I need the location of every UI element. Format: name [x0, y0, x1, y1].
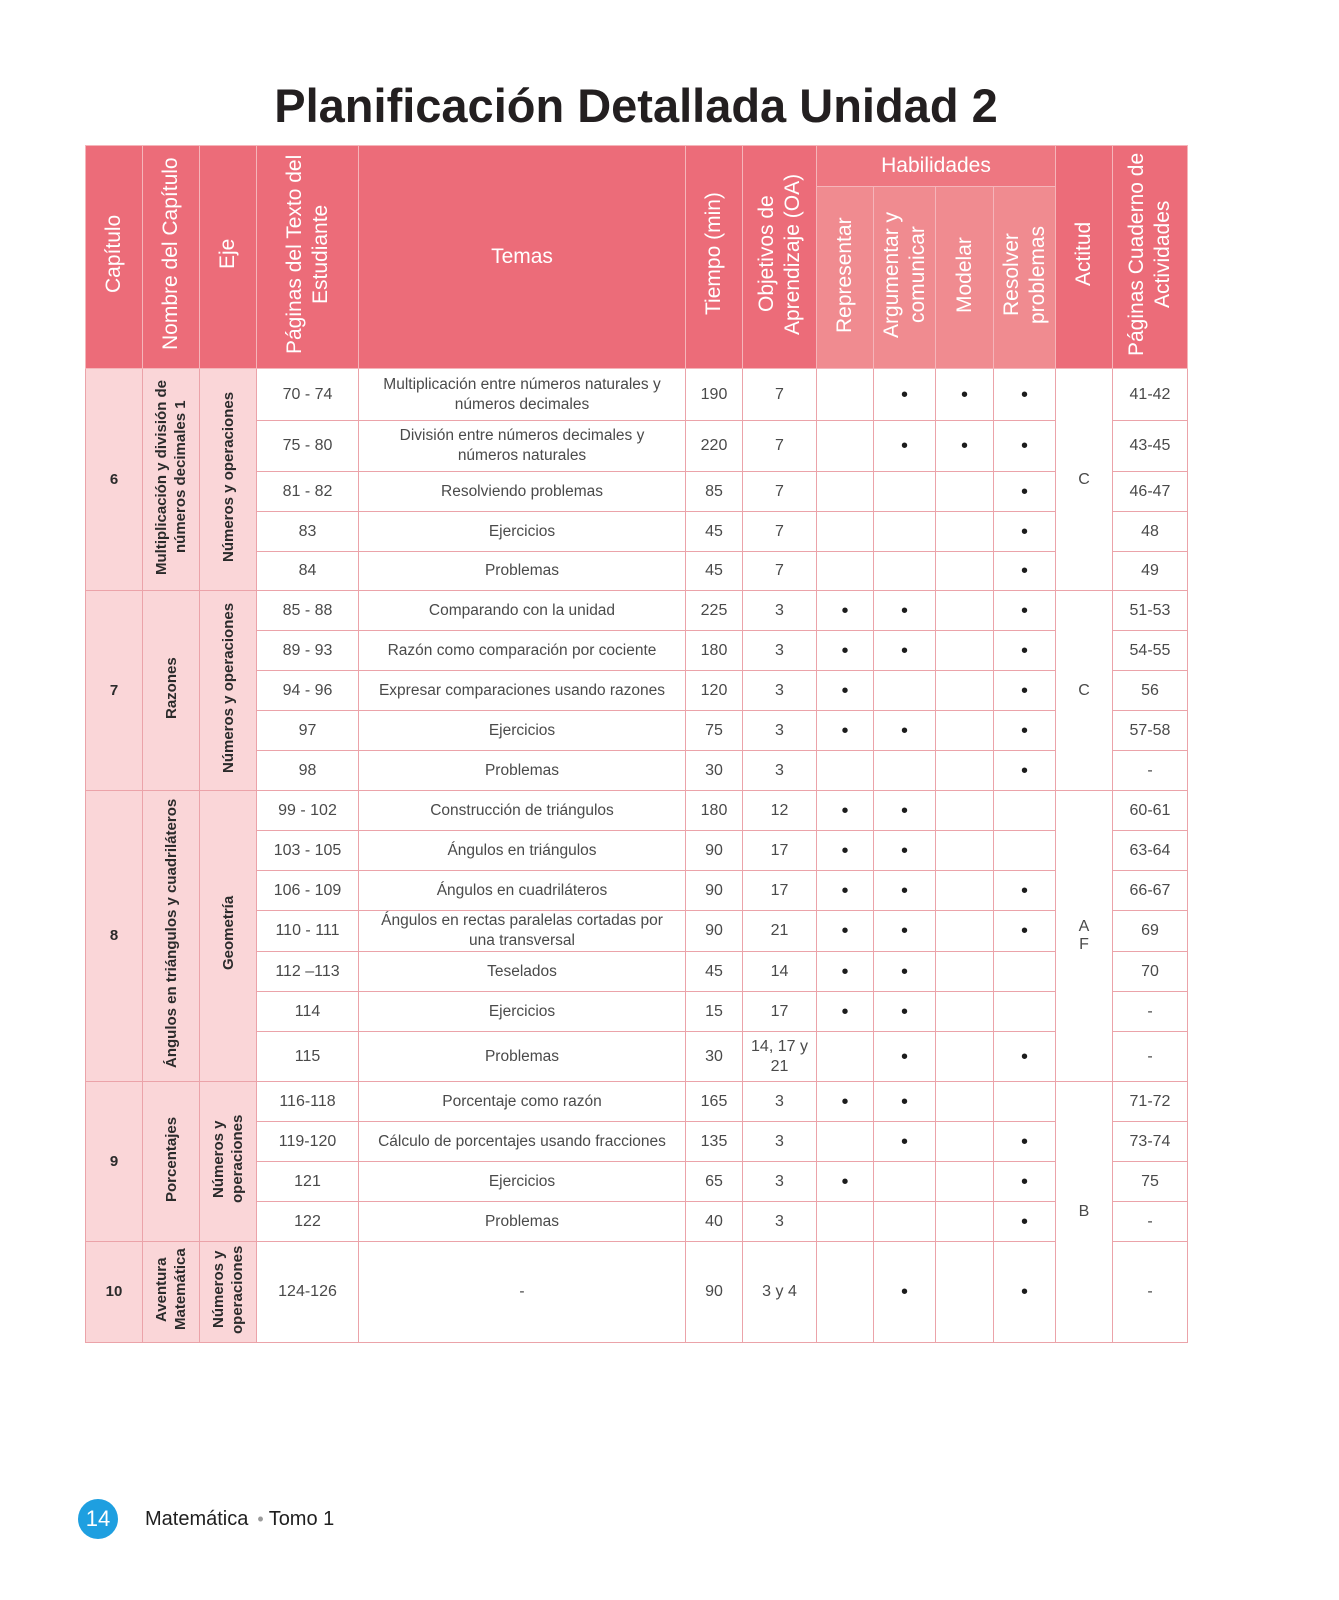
skill-modelar-mark	[936, 952, 994, 992]
table-body	[86, 369, 1188, 1343]
workbook-pages: 41-42	[1113, 369, 1188, 421]
chapter-axis	[200, 591, 257, 791]
learning-objectives: 17	[743, 992, 817, 1032]
skill-argumentar-comunicar-mark: •	[874, 421, 936, 472]
skill-argumentar-comunicar-mark	[874, 512, 936, 552]
skill-argumentar-comunicar-mark	[874, 472, 936, 512]
skill-resolver-problemas-mark: •	[994, 631, 1056, 671]
header-skill-model	[936, 187, 994, 369]
learning-objectives: 3	[743, 711, 817, 751]
chapter-axis	[200, 369, 257, 591]
page-number-badge	[78, 1499, 118, 1539]
learning-objectives: 17	[743, 831, 817, 871]
skill-resolver-problemas-mark: •	[994, 1242, 1056, 1343]
skill-argumentar-comunicar-mark	[874, 671, 936, 711]
skill-resolver-problemas-mark	[994, 791, 1056, 831]
skill-modelar-mark	[936, 1122, 994, 1162]
time-minutes: 40	[686, 1202, 743, 1242]
skill-modelar-mark	[936, 512, 994, 552]
skill-modelar-mark	[936, 791, 994, 831]
learning-objectives: 3	[743, 1202, 817, 1242]
topic: Porcentaje como razón	[359, 1082, 686, 1122]
header-workbook-pages-label: Páginas Cuaderno de Actividades	[1125, 152, 1174, 356]
topic: Comparando con la unidad	[359, 591, 686, 631]
planning-table	[85, 145, 1188, 1343]
skill-modelar-mark	[936, 751, 994, 791]
skill-resolver-problemas-mark: •	[994, 911, 1056, 952]
chapter-axis-label: Números y operaciones	[210, 1114, 246, 1203]
header-skill-solve	[994, 187, 1056, 369]
time-minutes: 90	[686, 911, 743, 952]
workbook-pages: 73-74	[1113, 1122, 1188, 1162]
skill-representar-mark: •	[817, 952, 874, 992]
student-text-pages: 112 –113	[257, 952, 359, 992]
skill-resolver-problemas-mark	[994, 992, 1056, 1032]
topic: Cálculo de porcentajes usando fracciones	[359, 1122, 686, 1162]
time-minutes: 30	[686, 1032, 743, 1082]
skill-argumentar-comunicar-mark: •	[874, 791, 936, 831]
header-skill-model-label: Modelar	[952, 236, 976, 313]
topic: Expresar comparaciones usando razones	[359, 671, 686, 711]
learning-objectives: 17	[743, 871, 817, 911]
skill-argumentar-comunicar-mark: •	[874, 1242, 936, 1343]
student-text-pages: 94 - 96	[257, 671, 359, 711]
skill-representar-mark: •	[817, 1162, 874, 1202]
student-text-pages: 122	[257, 1202, 359, 1242]
learning-objectives: 3 y 4	[743, 1242, 817, 1343]
time-minutes: 45	[686, 952, 743, 992]
skill-modelar-mark	[936, 1162, 994, 1202]
chapter-number: 10	[86, 1242, 143, 1343]
page-number: 14	[85, 1506, 111, 1531]
skill-argumentar-comunicar-mark: •	[874, 952, 936, 992]
topic: Ejercicios	[359, 512, 686, 552]
header-time-label: Tiempo (min)	[702, 192, 725, 316]
chapter-axis	[200, 1082, 257, 1242]
student-text-pages: 75 - 80	[257, 421, 359, 472]
skill-modelar-mark	[936, 1242, 994, 1343]
time-minutes: 165	[686, 1082, 743, 1122]
skill-argumentar-comunicar-mark: •	[874, 871, 936, 911]
skill-argumentar-comunicar-mark: •	[874, 369, 936, 421]
time-minutes: 90	[686, 871, 743, 911]
skill-resolver-problemas-mark: •	[994, 871, 1056, 911]
skill-resolver-problemas-mark	[994, 1082, 1056, 1122]
topic: Problemas	[359, 1202, 686, 1242]
skill-resolver-problemas-mark: •	[994, 369, 1056, 421]
book-title: Matemática	[145, 1508, 249, 1530]
skill-modelar-mark	[936, 992, 994, 1032]
skill-representar-mark	[817, 421, 874, 472]
chapter-name	[143, 1082, 200, 1242]
learning-objectives: 3	[743, 1122, 817, 1162]
skill-resolver-problemas-mark: •	[994, 552, 1056, 591]
skill-resolver-problemas-mark	[994, 831, 1056, 871]
workbook-pages: 43-45	[1113, 421, 1188, 472]
header-chapter-name	[143, 146, 200, 369]
learning-objectives: 7	[743, 369, 817, 421]
skill-modelar-mark	[936, 552, 994, 591]
header-chapter-label: Capítulo	[102, 214, 125, 294]
learning-objectives: 3	[743, 751, 817, 791]
student-text-pages: 89 - 93	[257, 631, 359, 671]
chapter-number: 7	[86, 591, 143, 791]
student-text-pages: 103 - 105	[257, 831, 359, 871]
skill-modelar-mark: •	[936, 421, 994, 472]
learning-objectives: 7	[743, 472, 817, 512]
skill-modelar-mark: •	[936, 369, 994, 421]
time-minutes: 90	[686, 831, 743, 871]
time-minutes: 45	[686, 552, 743, 591]
topic: Resolviendo problemas	[359, 472, 686, 512]
chapter-axis	[200, 1242, 257, 1343]
skill-argumentar-comunicar-mark: •	[874, 711, 936, 751]
topic: Ejercicios	[359, 711, 686, 751]
skill-modelar-mark	[936, 911, 994, 952]
chapter-name-label: Porcentajes	[162, 1115, 180, 1202]
workbook-pages: 46-47	[1113, 472, 1188, 512]
time-minutes: 85	[686, 472, 743, 512]
student-text-pages: 115	[257, 1032, 359, 1082]
skill-argumentar-comunicar-mark: •	[874, 1032, 936, 1082]
learning-objectives: 14	[743, 952, 817, 992]
learning-objectives: 7	[743, 421, 817, 472]
skill-representar-mark: •	[817, 911, 874, 952]
page-title: Planificación Detallada Unidad 2	[274, 79, 998, 132]
topic: Multiplicación entre números naturales y números decimales	[359, 369, 686, 421]
skill-representar-mark	[817, 472, 874, 512]
header-row	[86, 146, 1188, 187]
skill-representar-mark: •	[817, 791, 874, 831]
attitude: C	[1056, 369, 1113, 591]
header-topics	[359, 146, 686, 369]
student-text-pages: 106 - 109	[257, 871, 359, 911]
time-minutes: 120	[686, 671, 743, 711]
learning-objectives: 7	[743, 512, 817, 552]
time-minutes: 15	[686, 992, 743, 1032]
attitude: A F	[1056, 791, 1113, 1082]
student-text-pages: 110 - 111	[257, 911, 359, 952]
chapter-name-label: Ángulos en triángulos y cuadriláteros	[162, 798, 180, 1068]
topic: -	[359, 1242, 686, 1343]
topic: Razón como comparación por cociente	[359, 631, 686, 671]
time-minutes: 180	[686, 791, 743, 831]
chapter-name-label: Aventura Matemática	[153, 1248, 189, 1330]
skill-resolver-problemas-mark: •	[994, 1122, 1056, 1162]
skill-representar-mark: •	[817, 631, 874, 671]
header-skill-argue	[874, 187, 936, 369]
skill-representar-mark: •	[817, 1082, 874, 1122]
topic: Teselados	[359, 952, 686, 992]
student-text-pages: 81 - 82	[257, 472, 359, 512]
header-student-pages-label: Páginas del Texto del Estudiante	[282, 154, 332, 354]
skill-resolver-problemas-mark: •	[994, 711, 1056, 751]
skill-resolver-problemas-mark	[994, 952, 1056, 992]
workbook-pages: 49	[1113, 552, 1188, 591]
attitude: B	[1056, 1082, 1113, 1343]
skill-representar-mark: •	[817, 591, 874, 631]
header-time	[686, 146, 743, 369]
student-text-pages: 99 - 102	[257, 791, 359, 831]
chapter-axis-label: Geometría	[219, 895, 237, 971]
time-minutes: 190	[686, 369, 743, 421]
workbook-pages: 57-58	[1113, 711, 1188, 751]
header-workbook-pages	[1113, 146, 1188, 369]
skill-resolver-problemas-mark: •	[994, 751, 1056, 791]
skill-representar-mark: •	[817, 831, 874, 871]
student-text-pages: 124-126	[257, 1242, 359, 1343]
skill-modelar-mark	[936, 591, 994, 631]
student-text-pages: 98	[257, 751, 359, 791]
workbook-pages: -	[1113, 1032, 1188, 1082]
time-minutes: 65	[686, 1162, 743, 1202]
table-row	[86, 369, 1188, 421]
skill-modelar-mark	[936, 631, 994, 671]
learning-objectives: 3	[743, 671, 817, 711]
skill-representar-mark	[817, 1122, 874, 1162]
learning-objectives: 3	[743, 1082, 817, 1122]
table-row	[86, 1242, 1188, 1343]
skill-argumentar-comunicar-mark: •	[874, 1122, 936, 1162]
skill-representar-mark	[817, 552, 874, 591]
learning-objectives: 7	[743, 552, 817, 591]
time-minutes: 90	[686, 1242, 743, 1343]
header-skills-label: Habilidades	[881, 154, 991, 177]
chapter-axis	[200, 791, 257, 1082]
header-student-pages	[257, 146, 359, 369]
workbook-pages: 66-67	[1113, 871, 1188, 911]
workbook-pages: 48	[1113, 512, 1188, 552]
skill-modelar-mark	[936, 711, 994, 751]
header-skills	[817, 146, 1056, 187]
chapter-axis-label: Números y operaciones	[219, 391, 237, 562]
workbook-pages: 70	[1113, 952, 1188, 992]
workbook-pages: 56	[1113, 671, 1188, 711]
workbook-pages: -	[1113, 1202, 1188, 1242]
skill-resolver-problemas-mark: •	[994, 1162, 1056, 1202]
workbook-pages: -	[1113, 751, 1188, 791]
skill-resolver-problemas-mark: •	[994, 421, 1056, 472]
workbook-pages: 60-61	[1113, 791, 1188, 831]
header-skill-represent-label: Representar	[833, 216, 856, 333]
skill-argumentar-comunicar-mark	[874, 1202, 936, 1242]
student-text-pages: 121	[257, 1162, 359, 1202]
skill-resolver-problemas-mark: •	[994, 591, 1056, 631]
header-attitude-label: Actitud	[1072, 221, 1095, 287]
volume-label: Tomo 1	[268, 1508, 335, 1530]
skill-modelar-mark	[936, 1082, 994, 1122]
skill-modelar-mark	[936, 1032, 994, 1082]
header-axis-label: Eje	[216, 238, 239, 270]
skill-argumentar-comunicar-mark	[874, 552, 936, 591]
topic: Ejercicios	[359, 1162, 686, 1202]
time-minutes: 225	[686, 591, 743, 631]
topic: Ángulos en triángulos	[359, 831, 686, 871]
skill-representar-mark: •	[817, 992, 874, 1032]
topic: Ángulos en cuadriláteros	[359, 871, 686, 911]
student-text-pages: 116-118	[257, 1082, 359, 1122]
skill-argumentar-comunicar-mark: •	[874, 631, 936, 671]
topic: Problemas	[359, 751, 686, 791]
header-objectives	[743, 146, 817, 369]
header-topics-label: Temas	[491, 245, 553, 268]
skill-resolver-problemas-mark: •	[994, 671, 1056, 711]
skill-resolver-problemas-mark: •	[994, 1032, 1056, 1082]
table-row	[86, 1082, 1188, 1122]
header-chapter-name-label: Nombre del Capítulo	[159, 157, 182, 351]
student-text-pages: 114	[257, 992, 359, 1032]
workbook-pages: 63-64	[1113, 831, 1188, 871]
time-minutes: 135	[686, 1122, 743, 1162]
skill-representar-mark	[817, 1242, 874, 1343]
skill-modelar-mark	[936, 831, 994, 871]
chapter-name-label: Multiplicación y división de números decimales 1	[153, 378, 189, 575]
skill-representar-mark	[817, 1032, 874, 1082]
learning-objectives: 3	[743, 1162, 817, 1202]
time-minutes: 30	[686, 751, 743, 791]
header-skill-solve-label: Resolver problemas	[999, 225, 1049, 324]
page-footer	[145, 1505, 334, 1533]
topic: Construcción de triángulos	[359, 791, 686, 831]
skill-representar-mark: •	[817, 871, 874, 911]
chapter-name	[143, 591, 200, 791]
skill-argumentar-comunicar-mark: •	[874, 992, 936, 1032]
header-attitude	[1056, 146, 1113, 369]
student-text-pages: 70 - 74	[257, 369, 359, 421]
chapter-number: 8	[86, 791, 143, 1082]
chapter-number: 6	[86, 369, 143, 591]
chapter-axis-label: Números y operaciones	[210, 1244, 246, 1334]
skill-argumentar-comunicar-mark: •	[874, 831, 936, 871]
topic: Ejercicios	[359, 992, 686, 1032]
learning-objectives: 3	[743, 591, 817, 631]
skill-representar-mark	[817, 369, 874, 421]
chapter-name-label: Razones	[162, 656, 180, 719]
student-text-pages: 83	[257, 512, 359, 552]
chapter-number: 9	[86, 1082, 143, 1242]
workbook-pages: -	[1113, 992, 1188, 1032]
attitude: C	[1056, 591, 1113, 791]
learning-objectives: 12	[743, 791, 817, 831]
skill-representar-mark	[817, 751, 874, 791]
learning-objectives: 14, 17 y 21	[743, 1032, 817, 1082]
workbook-pages: 51-53	[1113, 591, 1188, 631]
topic: División entre números decimales y números naturales	[359, 421, 686, 472]
workbook-pages: 75	[1113, 1162, 1188, 1202]
footer-separator-dot: •	[257, 1509, 264, 1529]
time-minutes: 75	[686, 711, 743, 751]
skill-representar-mark: •	[817, 671, 874, 711]
header-skill-represent	[817, 187, 874, 369]
skill-argumentar-comunicar-mark: •	[874, 591, 936, 631]
time-minutes: 220	[686, 421, 743, 472]
student-text-pages: 119-120	[257, 1122, 359, 1162]
chapter-name	[143, 791, 200, 1082]
learning-objectives: 3	[743, 631, 817, 671]
time-minutes: 45	[686, 512, 743, 552]
topic: Problemas	[359, 552, 686, 591]
skill-resolver-problemas-mark: •	[994, 472, 1056, 512]
workbook-pages: 54-55	[1113, 631, 1188, 671]
skill-modelar-mark	[936, 671, 994, 711]
workbook-pages: -	[1113, 1242, 1188, 1343]
student-text-pages: 84	[257, 552, 359, 591]
topic: Problemas	[359, 1032, 686, 1082]
chapter-name	[143, 369, 200, 591]
learning-objectives: 21	[743, 911, 817, 952]
skill-representar-mark: •	[817, 711, 874, 751]
workbook-pages: 69	[1113, 911, 1188, 952]
header-skill-argue-label: Argumentar y comunicar	[879, 211, 929, 338]
skill-modelar-mark	[936, 1202, 994, 1242]
student-text-pages: 85 - 88	[257, 591, 359, 631]
table-row	[86, 591, 1188, 631]
workbook-pages: 71-72	[1113, 1082, 1188, 1122]
skill-argumentar-comunicar-mark: •	[874, 1082, 936, 1122]
time-minutes: 180	[686, 631, 743, 671]
skill-argumentar-comunicar-mark	[874, 1162, 936, 1202]
skill-argumentar-comunicar-mark	[874, 751, 936, 791]
table-header	[86, 146, 1188, 369]
chapter-axis-label: Números y operaciones	[219, 602, 237, 773]
chapter-name	[143, 1242, 200, 1343]
skill-modelar-mark	[936, 871, 994, 911]
topic: Ángulos en rectas paralelas cortadas por una transversal	[359, 911, 686, 952]
skill-resolver-problemas-mark: •	[994, 512, 1056, 552]
skill-argumentar-comunicar-mark: •	[874, 911, 936, 952]
skill-representar-mark	[817, 512, 874, 552]
table-row	[86, 791, 1188, 831]
skill-representar-mark	[817, 1202, 874, 1242]
skill-modelar-mark	[936, 472, 994, 512]
student-text-pages: 97	[257, 711, 359, 751]
header-axis	[200, 146, 257, 369]
header-chapter	[86, 146, 143, 369]
header-objectives-label: Objetivos de Aprendizaje (OA)	[754, 173, 804, 335]
skill-resolver-problemas-mark: •	[994, 1202, 1056, 1242]
